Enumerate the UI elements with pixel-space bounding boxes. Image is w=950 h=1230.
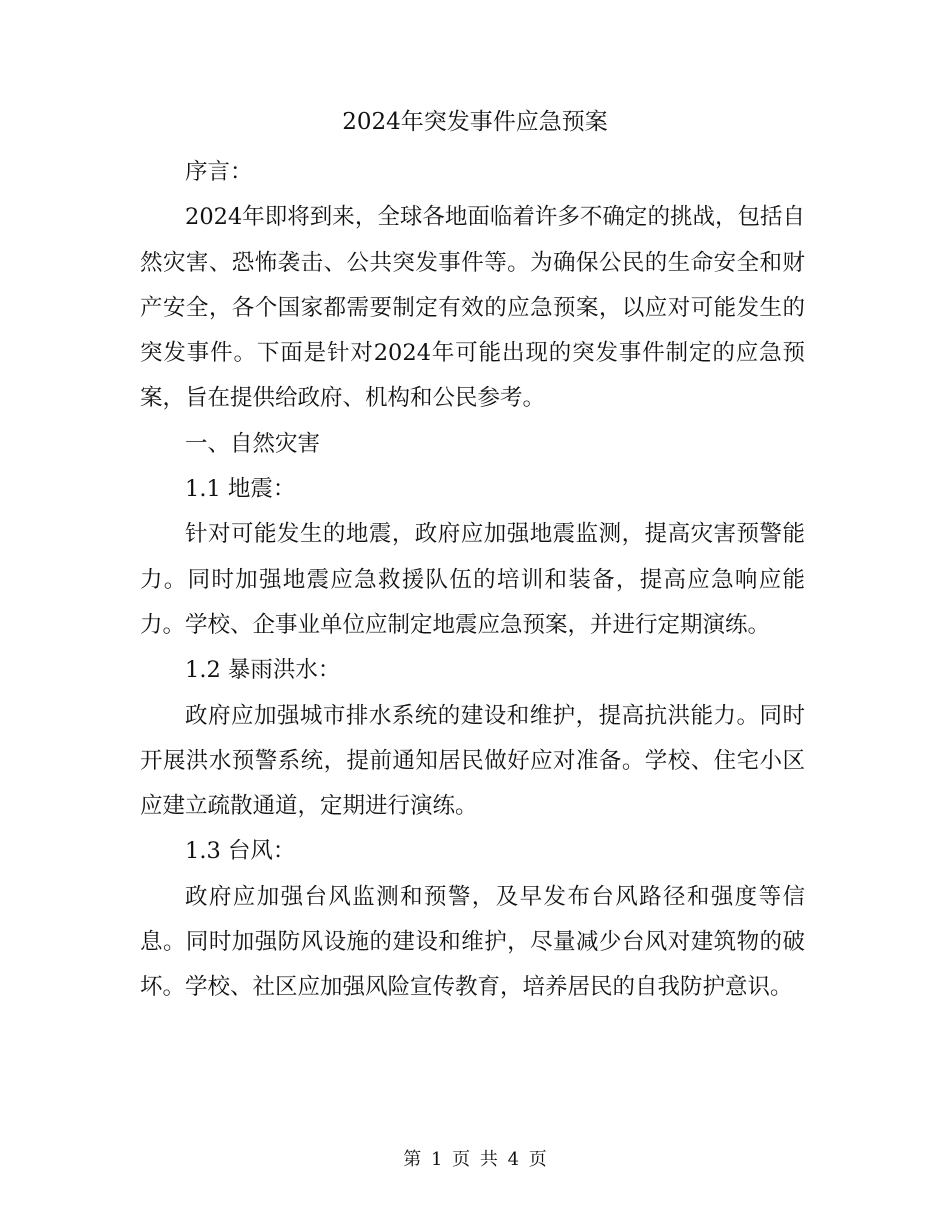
earthquake-paragraph: 针对可能发生的地震，政府应加强地震监测，提高灾害预警能力。同时加强地震应急救援队伍的培训和装备，提高应急响应能力。学校、企事业单位应制定地震应急预案，并进行定期演练。 [140,521,805,638]
page-number-footer: 第 1 页 共 4 页 [403,1149,547,1170]
preface-paragraph: 2024年即将到来，全球各地面临着许多不确定的挑战，包括自然灾害、恐怖袭击、公共突发事件等。为确保公民的生命安全和财产安全，各个国家都需要制定有效的应急预案，以应对可能发生的突发事件。下面是针对2024年可能出现的突发事件制定的应急预案，旨在提供给政府、机构和公民参考。 [140,204,805,412]
typhoon-paragraph: 政府应加强台风监测和预警，及早发布台风路径和强度等信息。同时加强防风设施的建设和维护，尽量减少台风对建筑物的破坏。学校、社区应加强风险宣传教育，培养居民的自我防护意识。 [140,883,805,1001]
subsection-heading-rainstorm-flood: 1.2 暴雨洪水： [185,657,341,684]
preface-heading: 序言： [185,159,253,185]
subsection-heading-earthquake: 1.1 地震： [185,476,296,503]
document-body [140,150,805,1011]
document-title: 2024年突发事件应急预案 [342,109,608,135]
rainstorm-flood-paragraph: 政府应加强城市排水系统的建设和维护，提高抗洪能力。同时开展洪水预警系统，提前通知居民做好应对准备。学校、住宅小区应建立疏散通道，定期进行演练。 [140,702,805,820]
subsection-heading-typhoon: 1.3 台风： [185,838,296,865]
section-heading-natural-disasters: 一、自然灾害 [185,430,321,457]
